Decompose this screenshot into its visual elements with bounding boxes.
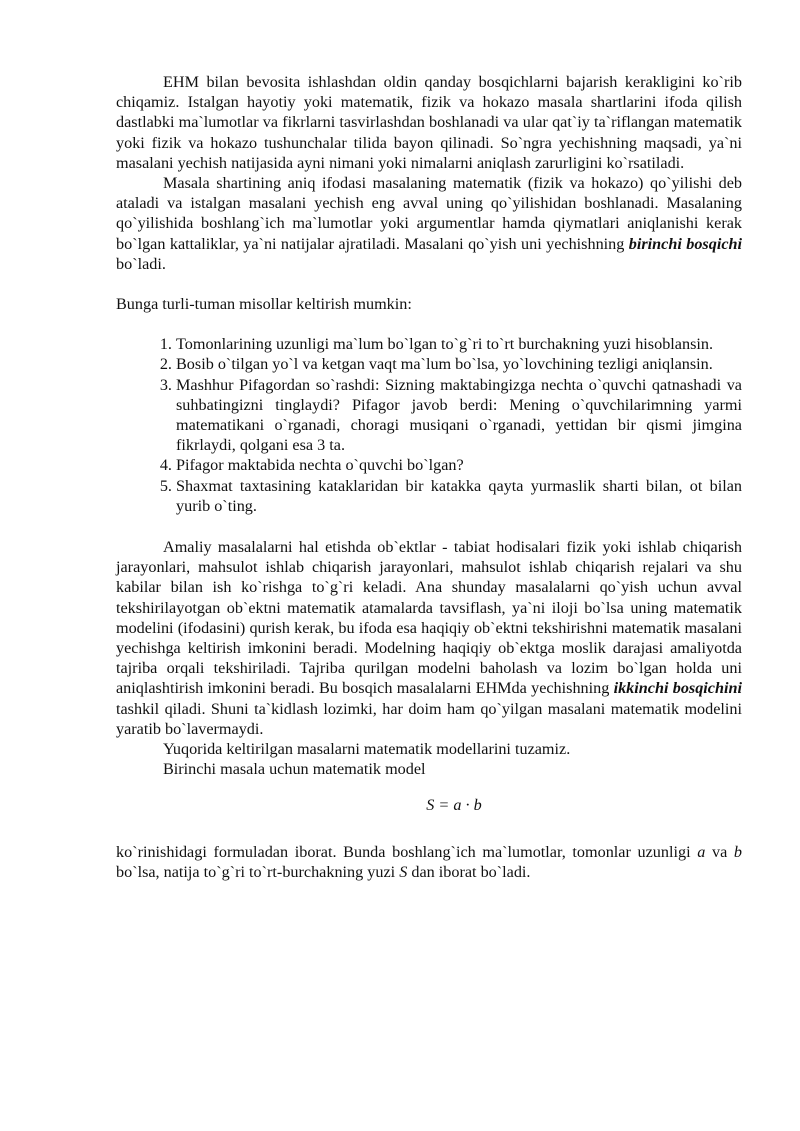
examples-intro: Bunga turli-tuman misollar keltirish mumkin:	[116, 295, 412, 314]
paragraph-text: ko`rinishidagi formuladan iborat. Bunda boshlang`ich ma`lumotlar, tomonlar uzunligi	[116, 842, 698, 861]
paragraph-text: va	[705, 842, 734, 861]
list-item: 2. Bosib o`tilgan yo`l va ketgan vaqt ma`lum bo`lsa, yo`lovchining tezligi aniqlansin.	[176, 354, 742, 374]
variable-a: a	[697, 842, 706, 861]
list-item: 4. Pifagor maktabida nechta o`quvchi bo`lgan?	[176, 455, 742, 475]
paragraph-problem-statement	[116, 173, 742, 274]
paragraph-formula-explanation	[116, 842, 742, 882]
paragraph-tail: tashkil qiladi. Shuni ta`kidlash lozimki, har doim ham qo`yilgan masalani matematik modelini yaratib bo`lavermaydi.	[116, 699, 742, 738]
paragraph-models-intro: Yuqorida keltirilgan masalarni matematik modellarini tuzamiz.	[163, 740, 571, 759]
paragraph-first-model: Birinchi masala uchun matematik model	[163, 760, 426, 779]
document-page	[116, 72, 742, 882]
list-item: 5. Shaxmat taxtasining kataklaridan bir katakka qayta yurmaslik sharti bilan, ot bilan yurib o`ting.	[176, 476, 742, 516]
list-item: 1. Tomonlarining uzunligi ma`lum bo`lgan to`g`ri to`rt burchakning yuzi hisoblansin.	[176, 334, 742, 354]
paragraph-tail: bo`ladi.	[116, 254, 166, 273]
emphasis-second-stage: ikkinchi bosqichini	[613, 679, 742, 698]
paragraph-text: bo`lsa, natija to`g`ri to`rt-burchakning yuzi	[116, 862, 400, 881]
paragraph-practical-problems	[116, 537, 742, 739]
variable-s: S	[399, 862, 408, 881]
paragraph-text: Amaliy masalalarni hal etishda ob`ektlar - tabiat hodisalari fizik yoki ishlab chiqarish jarayonlari, mahsulot ishlab chiqarish jarayonlari, mahsulot ishlab chiqarish rejalari va shu kabilar bilan ish ko`rishga to`g`ri keladi. Ana shunday masalalarni qo`yish uchun avval tekshirilayotgan ob`ektni matematik atamalarda tavsiflash, ya`ni iloji bo`lsa uning matematik modelini (ifodasini) qurish kerak, bu ifoda esa haqiqiy ob`ektni tekshirishni matematik masalani yechishga keltirish imkonini beradi. Modelning haqiqiy ob`ektga moslik darajasi amaliyotda tajriba orqali tekshiriladi. Tajriba qurilgan modelni baholash va lozim bo`lgan holda uni aniqlashtirish imkonini beradi. Bu bosqich masalalarni EHMda yechishning	[116, 538, 742, 698]
variable-b: b	[733, 842, 743, 861]
paragraph-intro-stages: EHM bilan bevosita ishlashdan oldin qanday bosqichlarni bajarish kerakligini ko`rib chiqamiz. Istalgan hayotiy yoki matematik, fizik va hokazo masala shartlarini ifoda qilish dastlabki ma`lumotlar va fikrlarni tasvirlashdan boshlanadi va ular qat`iy ta`riflangan matematik yoki fizik va hokazo tushunchalar tilida bayon qilinadi. So`ngra yechishning maqsadi, ya`ni masalani yechish natijasida ayni nimani yoki nimalarni aniqlash zarurligini ko`rsatiladi.	[116, 73, 742, 172]
paragraph-text: Masala shartining aniq ifodasi masalaning matematik (fizik va hokazo) qo`yilishi deb ataladi va istalgan masalani yechish eng avval uning qo`yilishidan boshlanadi. Masalaning qo`yilishida boshlang`ich ma`lumotlar yoki argumentlar hamda qiymatlari aniqlanishi kerak bo`lgan kattaliklar, ya`ni natijalar ajratiladi. Masalani qo`yish uni yechishning	[116, 174, 742, 253]
paragraph-tail: dan iborat bo`ladi.	[407, 862, 531, 881]
list-item: 3. Mashhur Pifagordan so`rashdi: Sizning maktabingizga nechta o`quvchi qatnashadi va suhbatingizni tinglaydi? Pifagor javob berdi: Mening o`quvchilarimning yarmi matematikani o`rganadi, choragi musiqani o`rganadi, yettidan bir qismi jimgina fikrlaydi, qolgani esa 3 ta.	[176, 375, 742, 456]
formula: S = a · b	[426, 795, 482, 814]
examples-list	[116, 334, 742, 516]
emphasis-first-stage: birinchi bosqichi	[628, 234, 743, 253]
